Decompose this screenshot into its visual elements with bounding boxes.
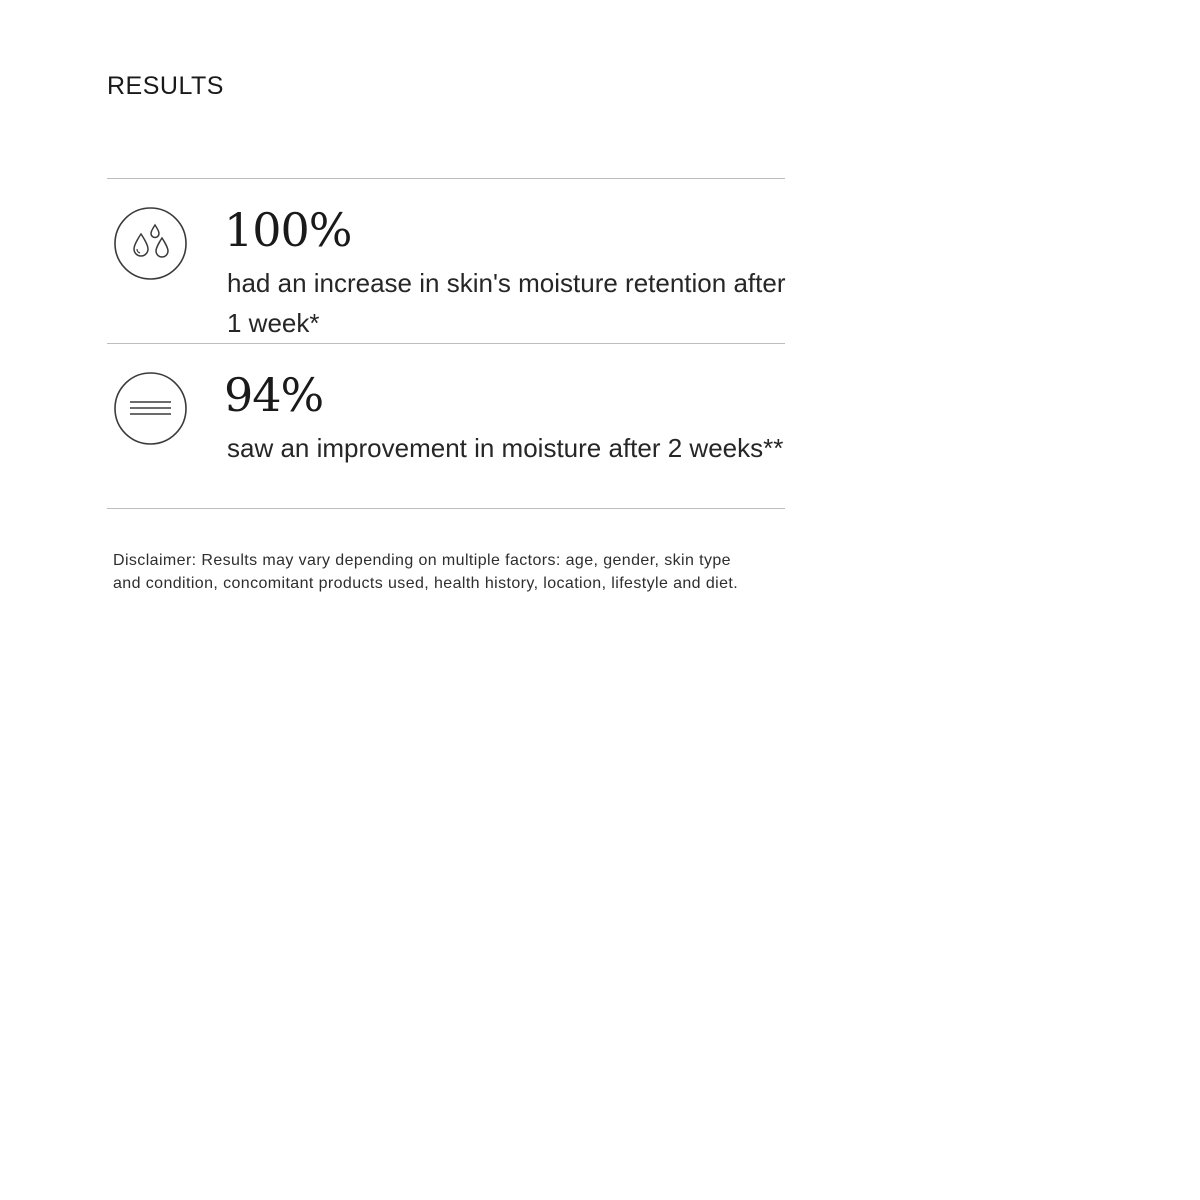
result-stat: 94% bbox=[224, 368, 324, 422]
divider bbox=[107, 508, 785, 509]
results-list bbox=[107, 178, 785, 509]
result-description: had an increase in skin's moisture retention after 1 week* bbox=[227, 268, 786, 338]
disclaimer-text: Disclaimer: Results may vary depending on multiple factors: age, gender, skin type and condition, concomitant products used, health history, location, lifestyle and diet. bbox=[113, 552, 739, 592]
result-stat: 100% bbox=[224, 203, 352, 257]
result-item-moisture-improvement bbox=[107, 344, 785, 508]
section-title: RESULTS bbox=[107, 72, 224, 100]
result-description: saw an improvement in moisture after 2 weeks** bbox=[227, 433, 784, 463]
water-drops-icon bbox=[114, 207, 187, 280]
horizontal-lines-icon bbox=[114, 372, 187, 445]
result-item-moisture-retention bbox=[107, 179, 785, 343]
